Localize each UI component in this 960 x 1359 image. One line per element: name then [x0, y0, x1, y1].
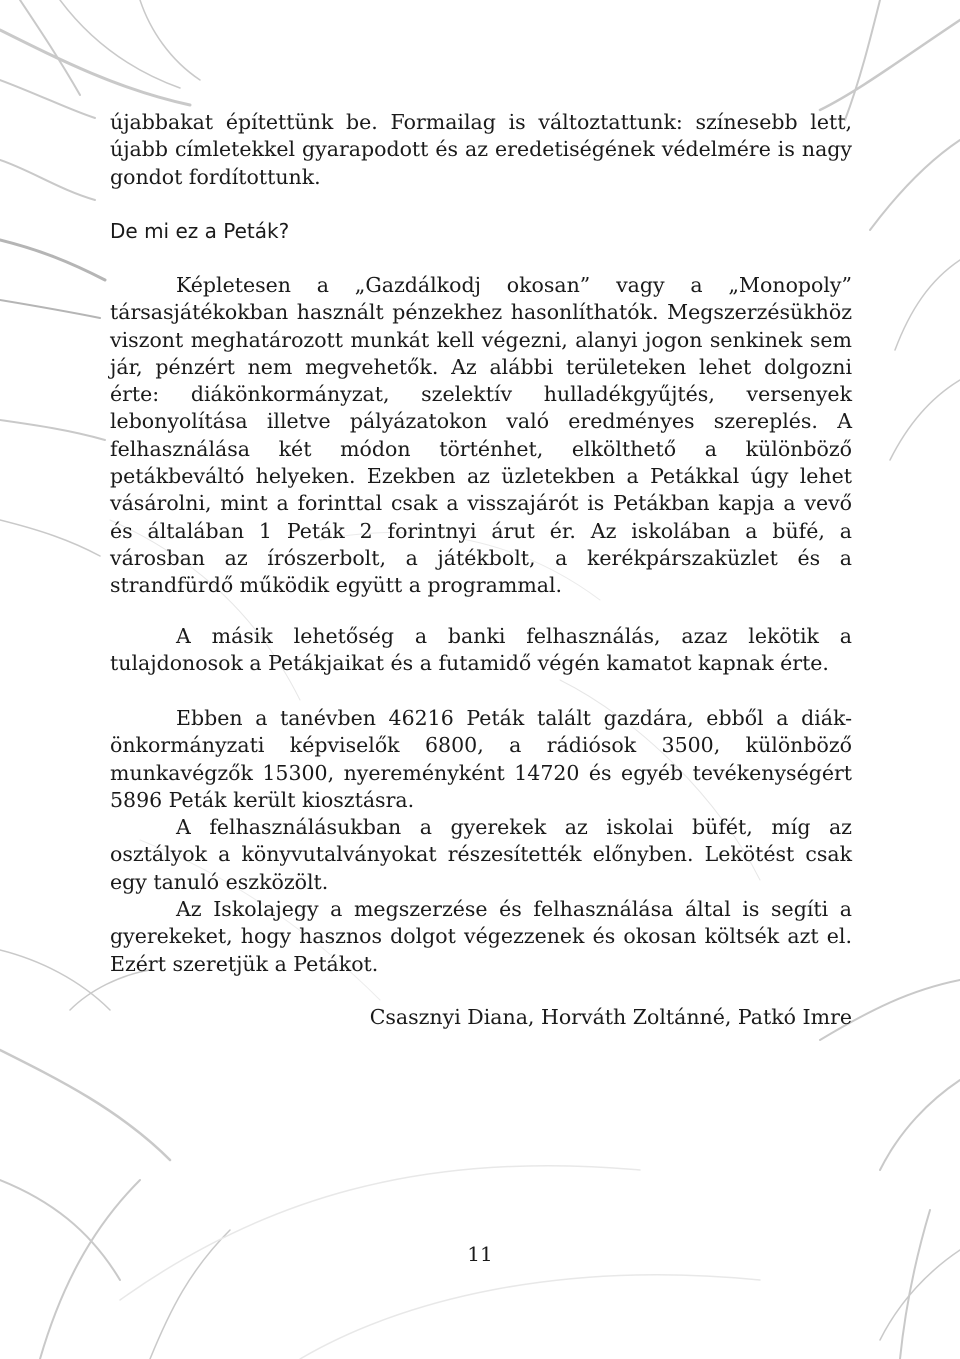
- paragraph-question: De mi ez a Peták?: [110, 219, 290, 243]
- paragraph-bank-usage: A másik lehetőség a banki felhasználás, azaz lekötik a tulajdonosok a Petákjaikat és a futamidő végén kamatot kapnak érte.: [110, 624, 852, 676]
- page-number: 11: [467, 1242, 493, 1266]
- paragraph-main: Képletesen a „Gazdálkodj okosan” vagy a „Monopoly” társasjátékokban használt pénzekhez hasonlíthatók. Megszerzésükhöz viszont meghatározott munkát kell végezni, alanyi jogon senkinek sem jár, pénzért nem megvehetők. Az alábbi területeken lehet dolgozni érte: diákönkormányzat, szelektív hulladékgyűjtés, versenyek lebonyolítása illetve pályázatokon való eredményes szereplés. A felhasználása két módon történhet, elkölthető a különböző petákbeváltó helyeken. Ezekben az üzletekben a Petákkal úgy lehet vásárolni, mint a forinttal csak a visszajárót is Petákban kapja a vevő és általában 1 Peták 2 forintnyi árut ér. Az iskolában a büfé, a városban az írószerbolt, a játékbolt, a kerékpárszaküzlet és a strandfürdő működik együtt a programmal.: [110, 273, 852, 598]
- paragraph-conclusion: Az Iskolajegy a megszerzése és felhasználása által is segíti a gyerekeket, hogy hasznos dolgot végezzenek és okosan költsék azt el. Ezért szeretjük a Petákot.: [110, 897, 852, 976]
- paragraph-usage: A felhasználásukban a gyerekek az iskolai büfét, míg az osztályok a könyvutalványokat részesítették előnyben. Lekötést csak egy tanuló eszközölt.: [110, 815, 852, 894]
- paragraph-intro: újabbakat építettünk be. Formailag is változtattunk: színesebb lett, újabb címletekkel gyarapodott és az eredetiségének védelmére is nagy gondot fordítottunk.: [110, 110, 852, 189]
- authors-signature: Csasznyi Diana, Horváth Zoltánné, Patkó Imre: [369, 1005, 852, 1029]
- paragraph-statistics: Ebben a tanévben 46216 Peták talált gazdára, ebből a diák-önkormányzati képviselők 6800, a rádiósok 3500, különböző munkavégzők 15300, nyereményként 14720 és egyéb tevékenységért 5896 Peták került kiosztásra.: [110, 706, 852, 812]
